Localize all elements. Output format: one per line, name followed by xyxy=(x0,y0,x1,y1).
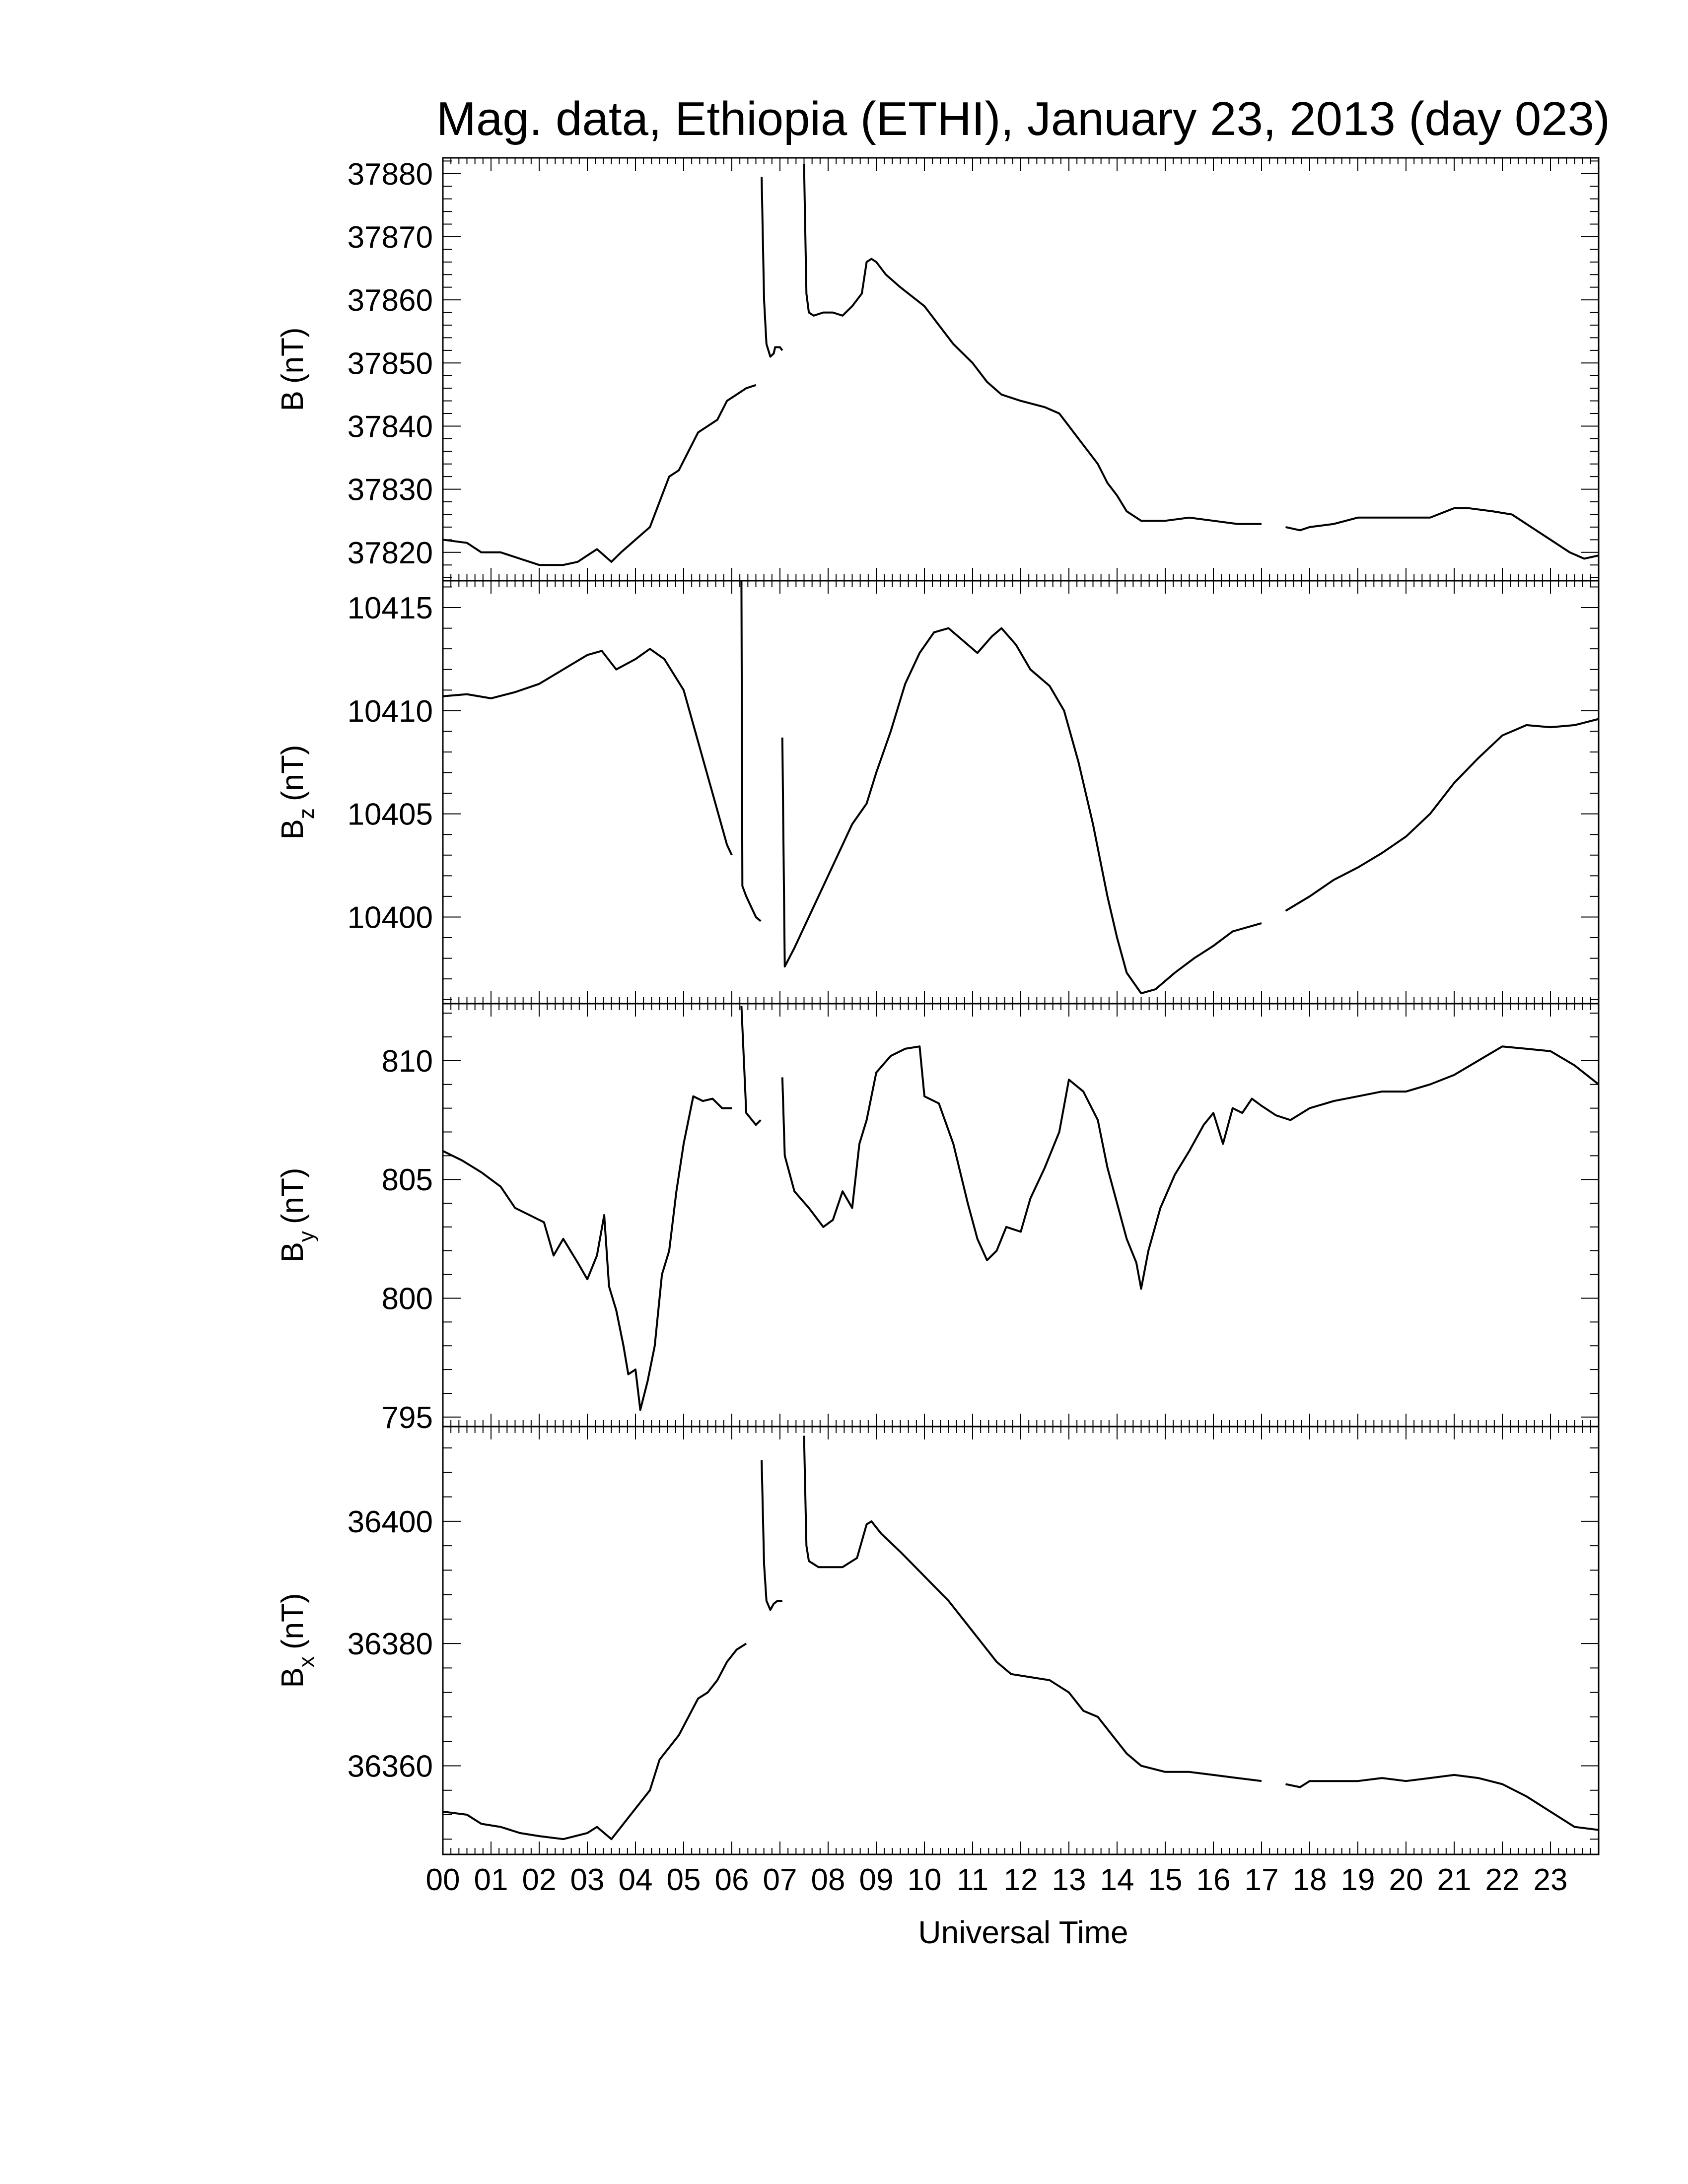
y-tick-label: 10405 xyxy=(347,797,433,832)
panel-frame xyxy=(443,1004,1599,1427)
y-axis-label: $B_y(nT)$ xyxy=(276,1167,319,1263)
y-axis-label: $B_x(nT)$ xyxy=(276,1593,319,1688)
x-tick-label: 14 xyxy=(1100,1863,1134,1897)
y-axis-label: $B_z(nT)$ xyxy=(276,745,319,840)
x-tick-label: 10 xyxy=(907,1863,942,1897)
series-line-segment xyxy=(782,1046,1599,1289)
y-tick-label: 37820 xyxy=(347,536,433,570)
y-tick-label: 37850 xyxy=(347,346,433,381)
series-line-segment xyxy=(443,385,756,565)
x-tick-label: 23 xyxy=(1533,1863,1568,1897)
x-tick-label: 01 xyxy=(474,1863,508,1897)
x-tick-label: 16 xyxy=(1196,1863,1231,1897)
y-tick-label: 805 xyxy=(381,1163,433,1198)
x-tick-label: 07 xyxy=(763,1863,797,1897)
series-line-segment xyxy=(1286,508,1599,559)
x-tick-label: 20 xyxy=(1389,1863,1423,1897)
x-tick-label: 19 xyxy=(1340,1863,1375,1897)
series-line-segment xyxy=(443,649,732,855)
panel-frame xyxy=(443,1427,1599,1854)
panel-4 xyxy=(276,1427,1599,1854)
panels-group xyxy=(276,157,1599,1854)
panel-1 xyxy=(276,157,1599,581)
panel-frame xyxy=(443,581,1599,1004)
series-line-segment xyxy=(762,177,782,356)
y-tick-label: 10415 xyxy=(347,591,433,626)
x-tick-label: 06 xyxy=(714,1863,749,1897)
series-line-segment xyxy=(782,628,1262,994)
y-tick-label: 37870 xyxy=(347,220,433,255)
x-tick-label: 17 xyxy=(1244,1863,1279,1897)
x-tick-label: 00 xyxy=(425,1863,460,1897)
panel-2 xyxy=(276,581,1599,1004)
y-tick-label: 36380 xyxy=(347,1627,433,1662)
series-line-segment xyxy=(443,1643,746,1839)
x-tick-label: 05 xyxy=(666,1863,701,1897)
series-line-segment xyxy=(804,164,1262,524)
y-tick-label: 37880 xyxy=(347,157,433,192)
series-line-segment xyxy=(762,1460,782,1610)
y-axis-label: B(nT) xyxy=(276,327,310,411)
x-tick-label: 15 xyxy=(1148,1863,1183,1897)
x-tick-label: 04 xyxy=(618,1863,653,1897)
series-line-segment xyxy=(1286,1775,1599,1830)
x-tick-label: 11 xyxy=(956,1863,989,1897)
x-tick-label: 12 xyxy=(1003,1863,1038,1897)
series-line-segment xyxy=(804,1436,1262,1781)
y-tick-label: 37860 xyxy=(347,283,433,318)
x-tick-label: 08 xyxy=(811,1863,845,1897)
y-tick-label: 810 xyxy=(381,1044,433,1079)
series-line-segment xyxy=(741,581,761,921)
x-tick-label: 18 xyxy=(1292,1863,1327,1897)
y-tick-label: 37830 xyxy=(347,473,433,507)
x-tick-labels xyxy=(426,1863,1568,1897)
y-tick-label: 10400 xyxy=(347,900,433,935)
chart-title: Mag. data, Ethiopia (ETHI), January 23, 2013 (day 023) xyxy=(436,92,1610,145)
y-tick-label: 800 xyxy=(381,1282,433,1316)
x-axis-label: Universal Time xyxy=(918,1914,1128,1950)
x-tick-label: 02 xyxy=(522,1863,557,1897)
y-tick-label: 36400 xyxy=(347,1504,433,1539)
x-tick-label: 09 xyxy=(859,1863,894,1897)
x-tick-label: 13 xyxy=(1052,1863,1086,1897)
y-tick-label: 795 xyxy=(381,1400,433,1435)
y-tick-label: 36360 xyxy=(347,1749,433,1784)
series-line-segment xyxy=(443,1096,732,1410)
x-tick-label: 21 xyxy=(1437,1863,1472,1897)
series-line-segment xyxy=(741,1006,761,1125)
panel-3 xyxy=(276,1004,1599,1435)
x-tick-label: 22 xyxy=(1485,1863,1520,1897)
series-line-segment xyxy=(1286,719,1599,911)
y-tick-label: 37840 xyxy=(347,410,433,444)
y-tick-label: 10410 xyxy=(347,694,433,729)
x-tick-label: 03 xyxy=(570,1863,605,1897)
